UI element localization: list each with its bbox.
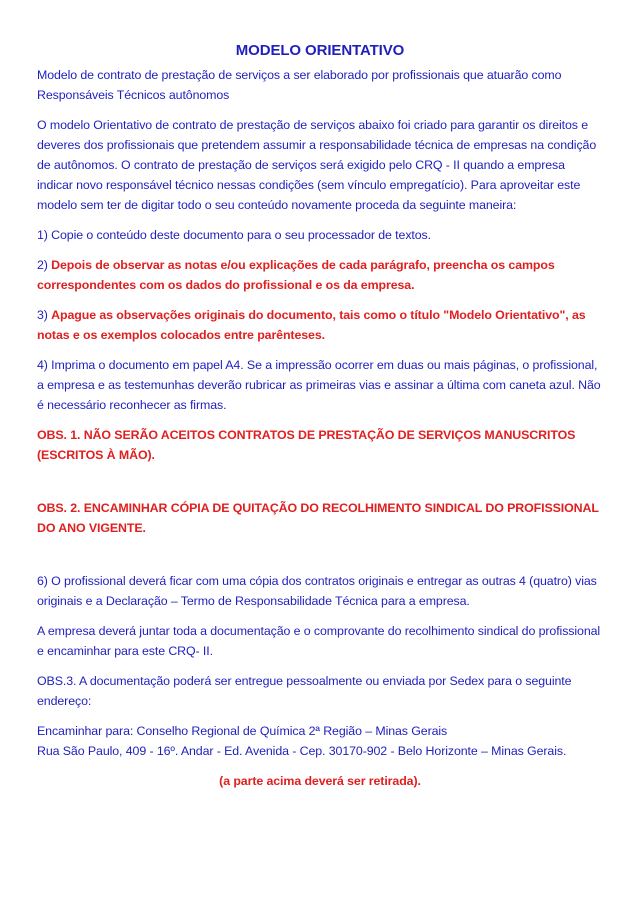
step-3-text: Apague as observações originais do documento, tais como o título "Modelo Orientativo", as notas e os exemplos colocados entre parênteses. — [37, 308, 586, 342]
address-line-1: Encaminhar para: Conselho Regional de Química 2ª Região – Minas Gerais — [37, 724, 448, 738]
step-2 — [37, 255, 603, 295]
step-3-number: 3) — [37, 308, 52, 322]
intro-paragraph: Modelo de contrato de prestação de serviços a ser elaborado por profissionais que atuarão como Responsáveis Técnicos autônomos — [37, 68, 562, 102]
obs-2: OBS. 2. ENCAMINHAR CÓPIA DE QUITAÇÃO DO RECOLHIMENTO SINDICAL DO PROFISSIONAL DO ANO VIGENTE. — [37, 501, 599, 535]
step-6: 6) O profissional deverá ficar com uma cópia dos contratos originais e entregar as outras 4 (quatro) vias originais e a Declaração – Termo de Responsabilidade Técnica para a empresa. — [37, 574, 597, 608]
document-page — [37, 0, 603, 791]
obs-1: OBS. 1. NÃO SERÃO ACEITOS CONTRATOS DE PRESTAÇÃO DE SERVIÇOS MANUSCRITOS (ESCRITOS À MÃO). — [37, 428, 576, 462]
footer-note: (a parte acima deverá ser retirada). — [219, 774, 421, 788]
step-2-number: 2) — [37, 258, 52, 272]
address-line-2: Rua São Paulo, 409 - 16º. Andar - Ed. Avenida - Cep. 30170-902 - Belo Horizonte – Minas Gerais. — [37, 744, 567, 758]
paragraph-empresa: A empresa deverá juntar toda a documentação e o comprovante do recolhimento sindical do profissional e encaminhar para este CRQ- II. — [37, 624, 601, 658]
obs-3: OBS.3. A documentação poderá ser entregue pessoalmente ou enviada por Sedex para o seguinte endereço: — [37, 674, 572, 708]
paragraph-modelo: O modelo Orientativo de contrato de prestação de serviços abaixo foi criado para garantir os direitos e deveres dos profissionais que pretendem assumir a responsabilidade técnica de empresas na condição de autônomos. O contrato de prestação de serviços será exigido pelo CRQ - II quando a empresa indicar novo responsável técnico nessas condições (sem vínculo empregatício). Para aproveitar este modelo sem ter de digitar todo o seu conteúdo novamente proceda da seguinte maneira: — [37, 118, 597, 212]
document-title: MODELO ORIENTATIVO — [235, 42, 405, 59]
step-2-text: Depois de observar as notas e/ou explicações de cada parágrafo, preencha os campos correspondentes com os dados do profissional e os da empresa. — [37, 258, 555, 292]
step-4: 4) Imprima o documento em papel A4. Se a impressão ocorrer em duas ou mais páginas, o profissional, a empresa e as testemunhas deverão rubricar as primeiras vias e assinar a última com caneta azul. Não é necessário reconhecer as firmas. — [37, 358, 601, 412]
step-1: 1) Copie o conteúdo deste documento para o seu processador de textos. — [37, 228, 431, 242]
step-3 — [37, 305, 603, 345]
